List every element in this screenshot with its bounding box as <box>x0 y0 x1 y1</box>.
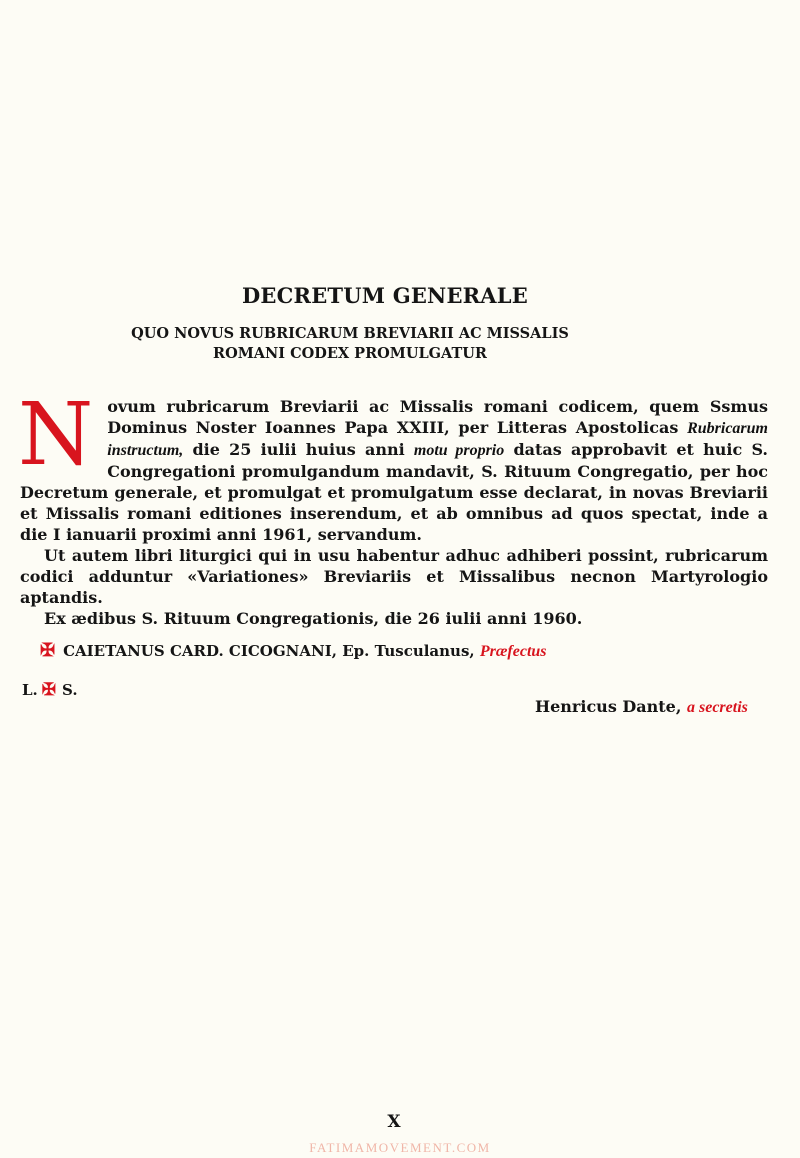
prefect-signature <box>40 640 547 661</box>
seal-cross-icon: ✠ <box>41 680 57 700</box>
prefect-office: Præfectus <box>479 643 547 660</box>
prefect-name: CAIETANUS CARD. CICOGNANI, Ep. Tusculanus, <box>63 642 475 660</box>
seal-mark <box>22 680 78 700</box>
document-title: DECRETUM GENERALE <box>242 283 528 308</box>
document-subtitle <box>100 324 600 364</box>
watermark: FATIMAMOVEMENT.COM <box>309 1140 491 1155</box>
subtitle-line-2: ROMANI CODEX PROMULGATUR <box>213 345 487 362</box>
cross-icon: ✠ <box>40 640 56 661</box>
paragraph-1-text-a: ovum rubricarum Breviarii ac Missalis romani codicem, quem Ssmus Dominus Noster Ioannes Papa XXIII, per Litteras Apostolicas <box>107 397 768 437</box>
subtitle-line-1: QUO NOVUS RUBRICARUM BREVIARII AC MISSALIS <box>131 325 569 342</box>
paragraph-1 <box>18 385 769 545</box>
paragraph-1-italic-b: motu proprio <box>413 442 505 459</box>
decree-body <box>18 385 769 629</box>
seal-right: S. <box>62 681 78 699</box>
paragraph-2: Ut autem libri liturgici qui in usu habentur adhuc adhiberi possint, rubricarum codici adduntur «Variationes» Breviariis et Missalibus necnon Martyrologio aptandis. <box>20 546 768 607</box>
secretary-name: Henricus Dante, <box>535 697 682 716</box>
paragraph-1-text-c: datas approbavit et huic S. Congregationi promulgandum mandavit, S. Rituum Congregatio, per hoc Decretum generale, et promulgat et promulgatum esse declarat, in novas Breviarii et Missalis romani editiones inserendum, et ab omnibus ad quos spectat, inde a die I ianuarii proximi anni 1961, servandum. <box>20 440 769 544</box>
secretary-signature <box>535 697 748 717</box>
drop-cap-initial: N <box>18 385 94 485</box>
paragraph-1-italic-a: Rubricarum instructum, <box>107 420 768 459</box>
paragraph-3: Ex ædibus S. Rituum Congregationis, die 26 iulii anni 1960. <box>44 609 583 628</box>
paragraph-1-text-b: die 25 iulii huius anni <box>183 440 414 459</box>
seal-left: L. <box>22 681 38 699</box>
secretary-office: a secretis <box>686 699 748 716</box>
page-number: X <box>387 1112 401 1132</box>
